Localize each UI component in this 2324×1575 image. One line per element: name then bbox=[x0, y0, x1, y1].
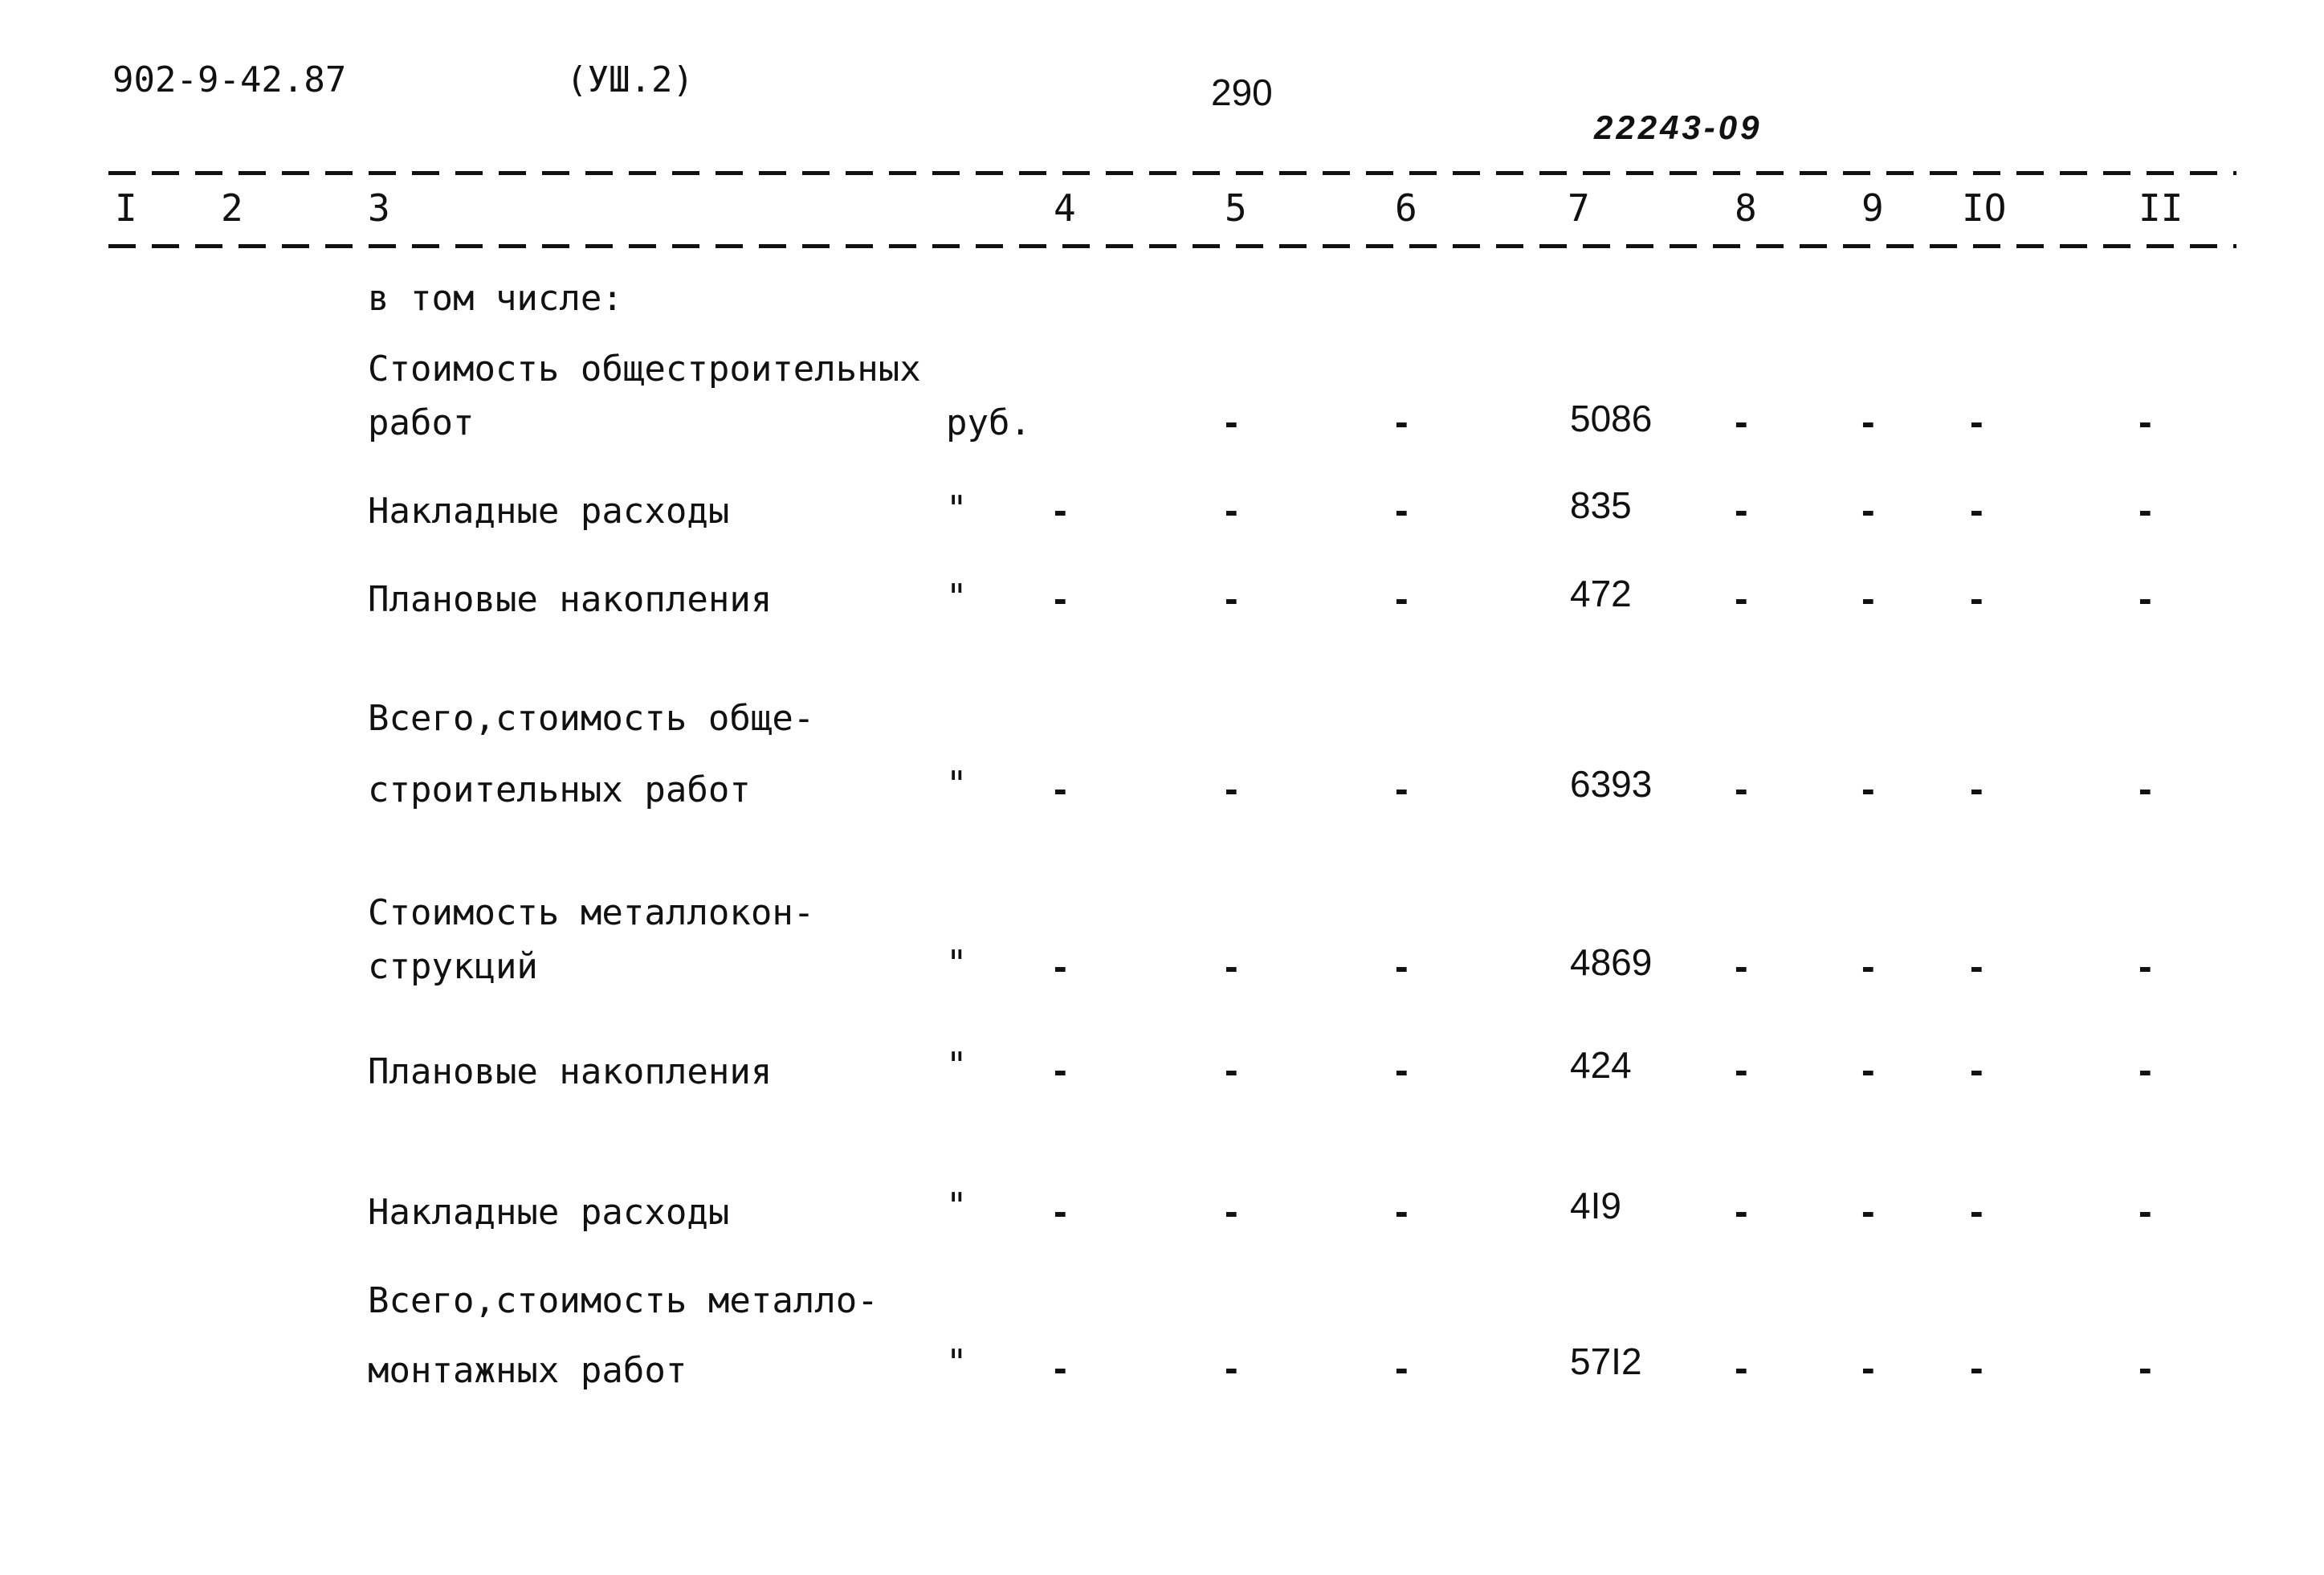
row-cell-8: - bbox=[1735, 1345, 1748, 1390]
row-cell-5: - bbox=[1225, 1345, 1238, 1390]
column-header-8: 8 bbox=[1735, 186, 1757, 230]
row-value-7: 5086 bbox=[1570, 398, 1653, 439]
row-cell-8: - bbox=[1735, 576, 1748, 621]
row-cell-6: - bbox=[1395, 944, 1409, 989]
row-cell-4: - bbox=[1054, 576, 1067, 621]
row-cell-9: - bbox=[1861, 576, 1875, 621]
row-label-line: Накладные расходы bbox=[368, 491, 730, 532]
row-cell-10: - bbox=[1970, 1345, 1984, 1390]
row-cell-11: - bbox=[2138, 488, 2152, 532]
row-cell-4: - bbox=[1054, 1345, 1067, 1390]
row-label-line: Всего,стоимость металло- bbox=[368, 1280, 879, 1321]
row-cell-11: - bbox=[2138, 1047, 2152, 1092]
row-cell-9: - bbox=[1861, 399, 1875, 444]
row-label-line: Плановые накопления bbox=[368, 1051, 773, 1092]
row-value-7: 472 bbox=[1570, 573, 1632, 614]
row-cell-6: - bbox=[1395, 766, 1409, 811]
column-header-6: 6 bbox=[1395, 186, 1417, 230]
row-cell-11: - bbox=[2138, 1345, 2152, 1390]
row-cell-9: - bbox=[1861, 1345, 1875, 1390]
row-cell-6: - bbox=[1395, 488, 1409, 532]
row-cell-11: - bbox=[2138, 766, 2152, 811]
row-cell-10: - bbox=[1970, 399, 1984, 444]
row-cell-9: - bbox=[1861, 488, 1875, 532]
row-value-7: 4869 bbox=[1570, 941, 1653, 983]
row-cell-9: - bbox=[1861, 766, 1875, 811]
row-cell-5: - bbox=[1225, 399, 1238, 444]
row-cell-5: - bbox=[1225, 576, 1238, 621]
row-label-line: Всего,стоимость обще- bbox=[368, 698, 815, 739]
column-header-4: 4 bbox=[1054, 186, 1076, 230]
row-cell-6: - bbox=[1395, 576, 1409, 621]
row-label-line: Стоимость металлокон- bbox=[368, 892, 815, 933]
column-header-10: IO bbox=[1962, 186, 2007, 230]
row-label-line: струкций bbox=[368, 946, 538, 987]
row-cell-10: - bbox=[1970, 766, 1984, 811]
row-value-7: 57I2 bbox=[1570, 1340, 1642, 1382]
row-cell-11: - bbox=[2138, 944, 2152, 989]
row-unit: " bbox=[946, 943, 968, 984]
row-cell-5: - bbox=[1225, 488, 1238, 532]
row-cell-10: - bbox=[1970, 576, 1984, 621]
row-unit: " bbox=[946, 1342, 968, 1383]
row-cell-5: - bbox=[1225, 1189, 1238, 1234]
column-header-1: I bbox=[115, 186, 137, 230]
row-cell-8: - bbox=[1735, 399, 1748, 444]
column-header-2: 2 bbox=[221, 186, 243, 230]
row-cell-6: - bbox=[1395, 1345, 1409, 1390]
row-cell-5: - bbox=[1225, 944, 1238, 989]
column-header-7: 7 bbox=[1568, 186, 1590, 230]
stamp-number: 22243-09 bbox=[1594, 108, 1763, 146]
doc-number: 902-9-42.87 bbox=[112, 59, 347, 100]
row-label-line: строительных работ bbox=[368, 769, 751, 810]
row-cell-8: - bbox=[1735, 1189, 1748, 1234]
row-cell-10: - bbox=[1970, 1189, 1984, 1234]
column-header-11: II bbox=[2138, 186, 2183, 230]
row-cell-11: - bbox=[2138, 1189, 2152, 1234]
column-header-9: 9 bbox=[1861, 186, 1884, 230]
row-cell-10: - bbox=[1970, 488, 1984, 532]
row-label-line: работ bbox=[368, 402, 475, 443]
section-label: в том числе: bbox=[368, 278, 623, 319]
page-number: 290 bbox=[1211, 71, 1273, 113]
row-label-line: Плановые накопления bbox=[368, 579, 773, 620]
row-unit: руб. bbox=[946, 402, 1031, 443]
row-cell-9: - bbox=[1861, 944, 1875, 989]
row-label-line: Стоимость общестроительных bbox=[368, 349, 921, 390]
row-cell-8: - bbox=[1735, 944, 1748, 989]
row-unit: " bbox=[946, 488, 968, 529]
row-value-7: 835 bbox=[1570, 484, 1632, 526]
row-cell-8: - bbox=[1735, 1047, 1748, 1092]
column-header-5: 5 bbox=[1225, 186, 1247, 230]
row-cell-9: - bbox=[1861, 1189, 1875, 1234]
row-label-line: Накладные расходы bbox=[368, 1192, 730, 1233]
sheet-code: (УШ.2) bbox=[566, 59, 694, 100]
row-cell-4: - bbox=[1054, 1047, 1067, 1092]
row-cell-6: - bbox=[1395, 1047, 1409, 1092]
row-value-7: 424 bbox=[1570, 1044, 1632, 1086]
row-value-7: 6393 bbox=[1570, 763, 1653, 805]
row-unit: " bbox=[946, 764, 968, 805]
row-unit: " bbox=[946, 1045, 968, 1086]
column-header-3: 3 bbox=[368, 186, 390, 230]
row-cell-6: - bbox=[1395, 1189, 1409, 1234]
row-cell-8: - bbox=[1735, 488, 1748, 532]
row-cell-4: - bbox=[1054, 944, 1067, 989]
row-cell-6: - bbox=[1395, 399, 1409, 444]
row-label-line: монтажных работ bbox=[368, 1350, 687, 1391]
row-cell-4: - bbox=[1054, 1189, 1067, 1234]
row-cell-4: - bbox=[1054, 488, 1067, 532]
row-cell-5: - bbox=[1225, 766, 1238, 811]
row-value-7: 4I9 bbox=[1570, 1185, 1621, 1226]
row-unit: " bbox=[946, 1185, 968, 1226]
row-cell-9: - bbox=[1861, 1047, 1875, 1092]
row-cell-11: - bbox=[2138, 576, 2152, 621]
row-cell-10: - bbox=[1970, 944, 1984, 989]
row-cell-10: - bbox=[1970, 1047, 1984, 1092]
row-unit: " bbox=[946, 577, 968, 618]
row-cell-8: - bbox=[1735, 766, 1748, 811]
header-dash-line-bottom bbox=[108, 244, 2236, 248]
header-dash-line-top bbox=[108, 171, 2236, 175]
row-cell-11: - bbox=[2138, 399, 2152, 444]
row-cell-4: - bbox=[1054, 766, 1067, 811]
row-cell-5: - bbox=[1225, 1047, 1238, 1092]
